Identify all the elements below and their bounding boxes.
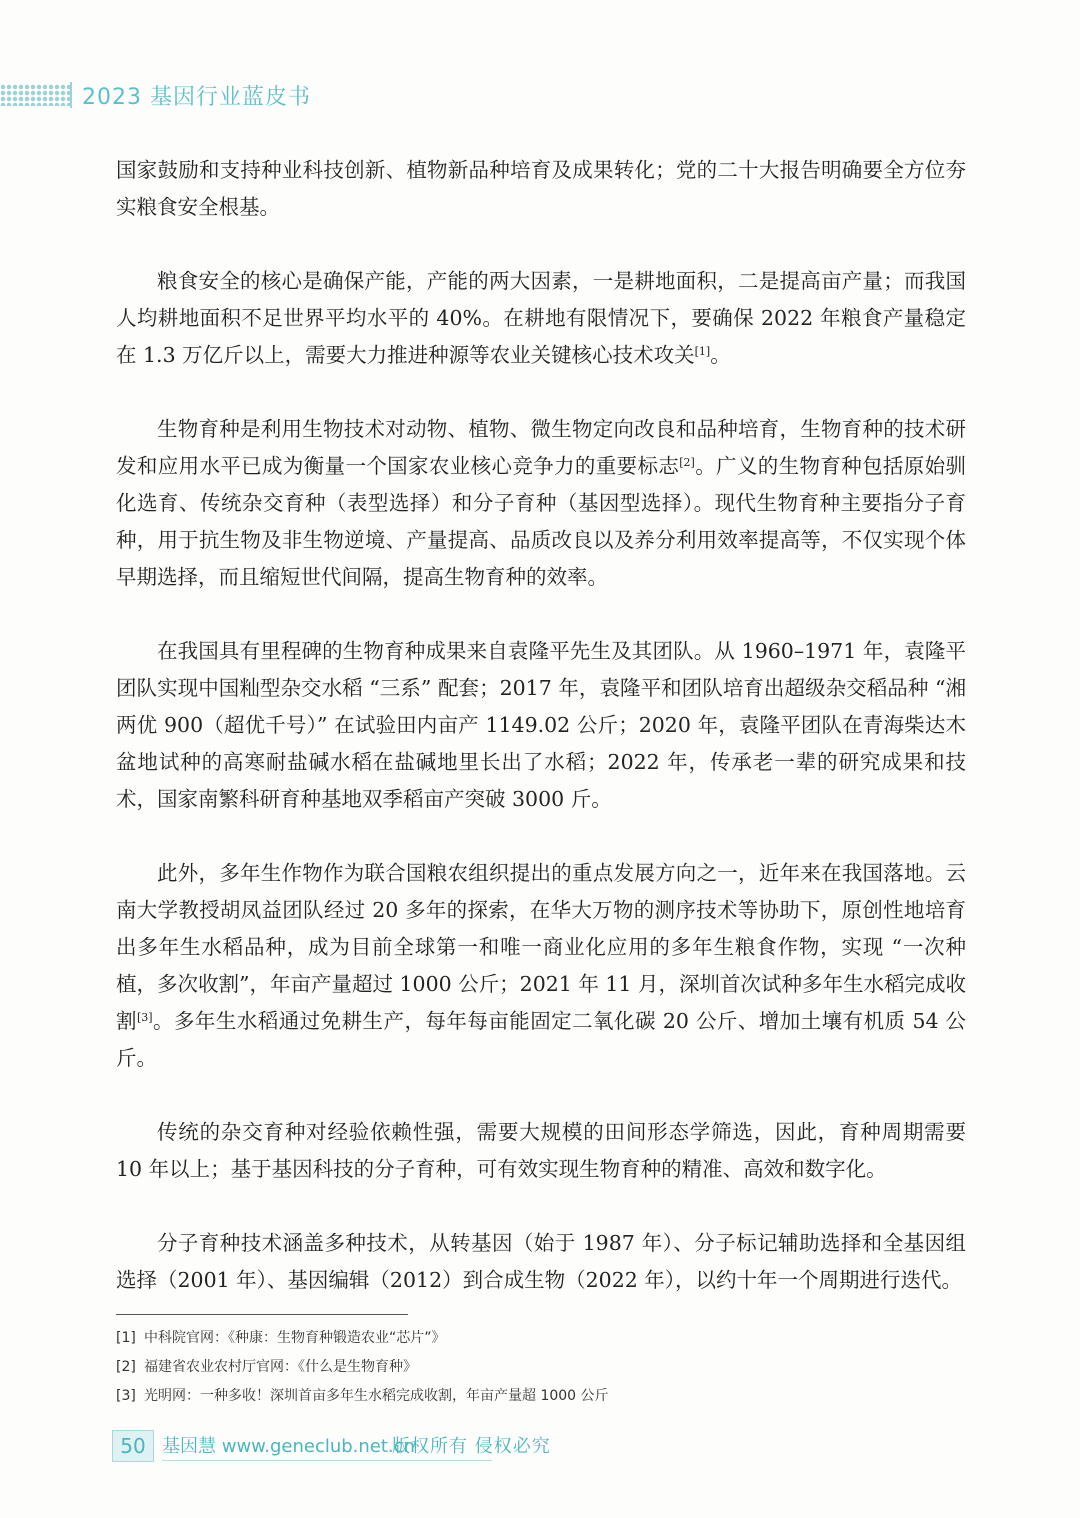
paragraph-4: 在我国具有里程碑的生物育种成果来自袁隆平先生及其团队。从 1960–1971 年，袁隆平团队实现中国籼型杂交水稻 “三系” 配套；2017 年，袁隆平和团队培育出超级杂交稻品种 “湘两优 900（超优千号）” 在试验田内亩产 1149.02 公斤；2020 年，袁隆平团队在青海柴达木盆地试种的高寒耐盐碱水稻在盐碱地里长出了水稻；2022 年，传承老一辈的研究成果和技术，国家南繁科研育种基地双季稻亩产突破 3000 斤。 (116, 639, 966, 811)
paragraph-3: 生物育种是利用生物技术对动物、植物、微生物定向改良和品种培育，生物育种的技术研发和应用水平已成为衡量一个国家农业核心竞争力的重要标志[2]。广义的生物育种包括原始驯化选育、传统杂交育种（表型选择）和分子育种（基因型选择）。现代生物育种主要指分子育种，用于抗生物及非生物逆境、产量提高、品质改良以及养分利用效率提高等，不仅实现个体早期选择，而且缩短世代间隔，提高生物育种的效率。 (116, 417, 967, 589)
footer-rights: 版权所有 侵权必究 (392, 1436, 551, 1457)
header-dot-pattern (0, 84, 70, 106)
paragraph-1: 国家鼓励和支持种业科技创新、植物新品种培育及成果转化；党的二十大报告明确要全方位夯实粮食安全根基。 (116, 158, 966, 219)
footnote-ref-3[interactable]: [3] (136, 1011, 153, 1024)
footnote-ref-2[interactable]: [2] (679, 456, 695, 469)
header-divider (70, 82, 72, 108)
paragraph-6: 传统的杂交育种对经验依赖性强，需要大规模的田间形态学筛选，因此，育种周期需要 10 年以上；基于基因科技的分子育种，可有效实现生物育种的精准、高效和数字化。 (116, 1120, 966, 1181)
footnote-item: [3] 光明网：一种多收！深圳首亩多年生水稻完成收割，年亩产量超 1000 公斤 (116, 1388, 609, 1404)
footnotes (116, 1324, 966, 1411)
page-header (0, 78, 1080, 112)
footnote-item: [2] 福建省农业农村厅官网：《什么是生物育种》 (116, 1359, 417, 1375)
footnote-ref-1[interactable]: [1] (694, 345, 711, 358)
footer-underline (162, 1460, 492, 1461)
body-text (116, 152, 966, 1336)
paragraph-7: 分子育种技术涵盖多种技术，从转基因（始于 1987 年）、分子标记辅助选择和全基因组选择（2001 年）、基因编辑（2012）到合成生物（2022 年），以约十年一个周期进行迭代。 (116, 1231, 966, 1292)
footnote-item: [1] 中科院官网：《种康：生物育种锻造农业“芯片”》 (116, 1330, 446, 1346)
paragraph-2: 粮食安全的核心是确保产能，产能的两大因素，一是耕地面积，二是提高亩产量；而我国人均耕地面积不足世界平均水平的 40%。在耕地有限情况下，要确保 2022 年粮食产量稳定在 1.3 万亿斤以上，需要大力推进种源等农业关键核心技术攻关[1]。 (116, 269, 966, 367)
page-footer (112, 1430, 672, 1462)
paragraph-5: 此外，多年生作物作为联合国粮农组织提出的重点发展方向之一，近年来在我国落地。云南大学教授胡凤益团队经过 20 多年的探索，在华大万物的测序技术等协助下，原创性地培育出多年生水稻品种，成为目前全球第一和唯一商业化应用的多年生粮食作物，实现 “一次种植，多次收割”，年亩产量超过 1000 公斤；2021 年 11 月，深圳首次试种多年生水稻完成收割[3]。多年生水稻通过免耕生产，每年每亩能固定二氧化碳 20 公斤、增加土壤有机质 54 公斤。 (116, 861, 967, 1070)
footnote-divider (116, 1314, 408, 1315)
footer-site-link[interactable]: 基因慧 www.geneclub.net.cn (162, 1436, 415, 1457)
header-title: 2023 基因行业蓝皮书 (82, 85, 311, 110)
page-number: 50 (112, 1430, 154, 1462)
